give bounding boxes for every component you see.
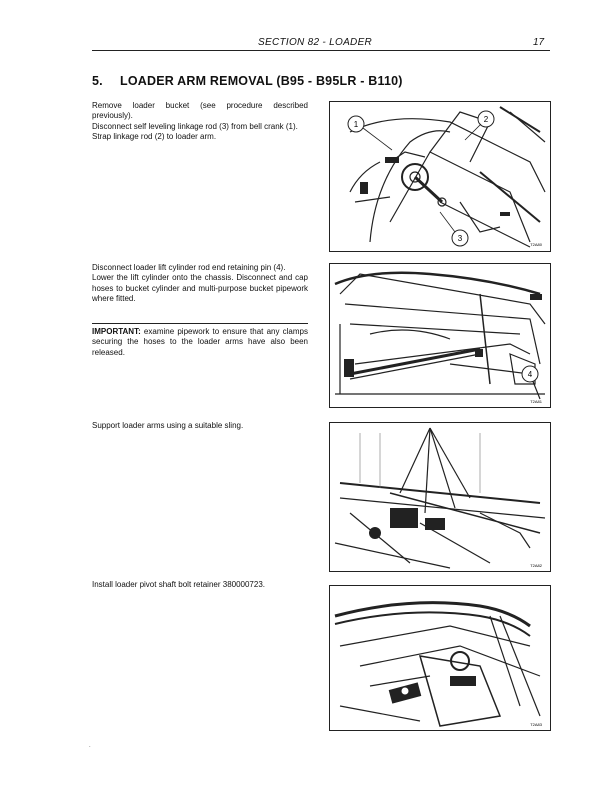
callout-4: 4: [527, 370, 533, 379]
title-number: 5.: [92, 74, 103, 88]
step-4-para-1: Install loader pivot shaft bolt retainer 380000723.: [92, 580, 266, 589]
callout-3: 3: [457, 234, 463, 243]
section-header: SECTION 82 - LOADER: [258, 37, 373, 48]
footer-mark: .: [89, 743, 91, 749]
step-2-para-1: Disconnect loader lift cylinder rod end retaining pin (4).: [92, 263, 286, 272]
figure-lift-cylinder: [329, 263, 551, 408]
important-text: examine pipework to ensure that any clamps securing the hoses to the loader arms have also been released.: [92, 327, 308, 357]
figure-lift-cylinder-drawing: [330, 264, 550, 407]
figure-code: T2A81: [530, 399, 542, 404]
figure-pivot-retainer: [329, 585, 551, 731]
callout-2: 2: [483, 115, 489, 124]
page-title: [92, 74, 403, 88]
figure-bell-crank-drawing: [330, 102, 550, 251]
page-number: 17: [533, 37, 545, 48]
step-2-text: [92, 263, 308, 305]
figure-sling-drawing: [330, 423, 550, 571]
step-4-text: [92, 580, 308, 590]
step-3-para-1: Support loader arms using a suitable sling.: [92, 421, 244, 430]
important-note: [92, 323, 308, 358]
figure-code: T2A83: [530, 722, 542, 727]
step-1-para-1: Remove loader bucket (see procedure described previously).: [92, 101, 308, 121]
header-divider: [92, 50, 550, 51]
important-label: IMPORTANT:: [92, 327, 141, 336]
title-text: LOADER ARM REMOVAL (B95 - B95LR - B110): [120, 74, 403, 88]
figure-pivot-retainer-drawing: [330, 586, 550, 730]
callout-1: 1: [353, 120, 359, 129]
step-2-para-2: Lower the lift cylinder onto the chassis. Disconnect and cap hoses to bucket cylinder and multi-purpose bucket pipework where fitted.: [92, 273, 308, 304]
figure-bell-crank: [329, 101, 551, 252]
figure-sling: [329, 422, 551, 572]
figure-code: T2A80: [530, 242, 542, 247]
step-1-para-3: Strap linkage rod (2) to loader arm.: [92, 132, 217, 142]
figure-code: T2A82: [530, 563, 542, 568]
step-3-text: [92, 421, 308, 431]
step-1-text: [92, 101, 308, 143]
step-1-para-2: Disconnect self leveling linkage rod (3) from bell crank (1).: [92, 121, 298, 131]
